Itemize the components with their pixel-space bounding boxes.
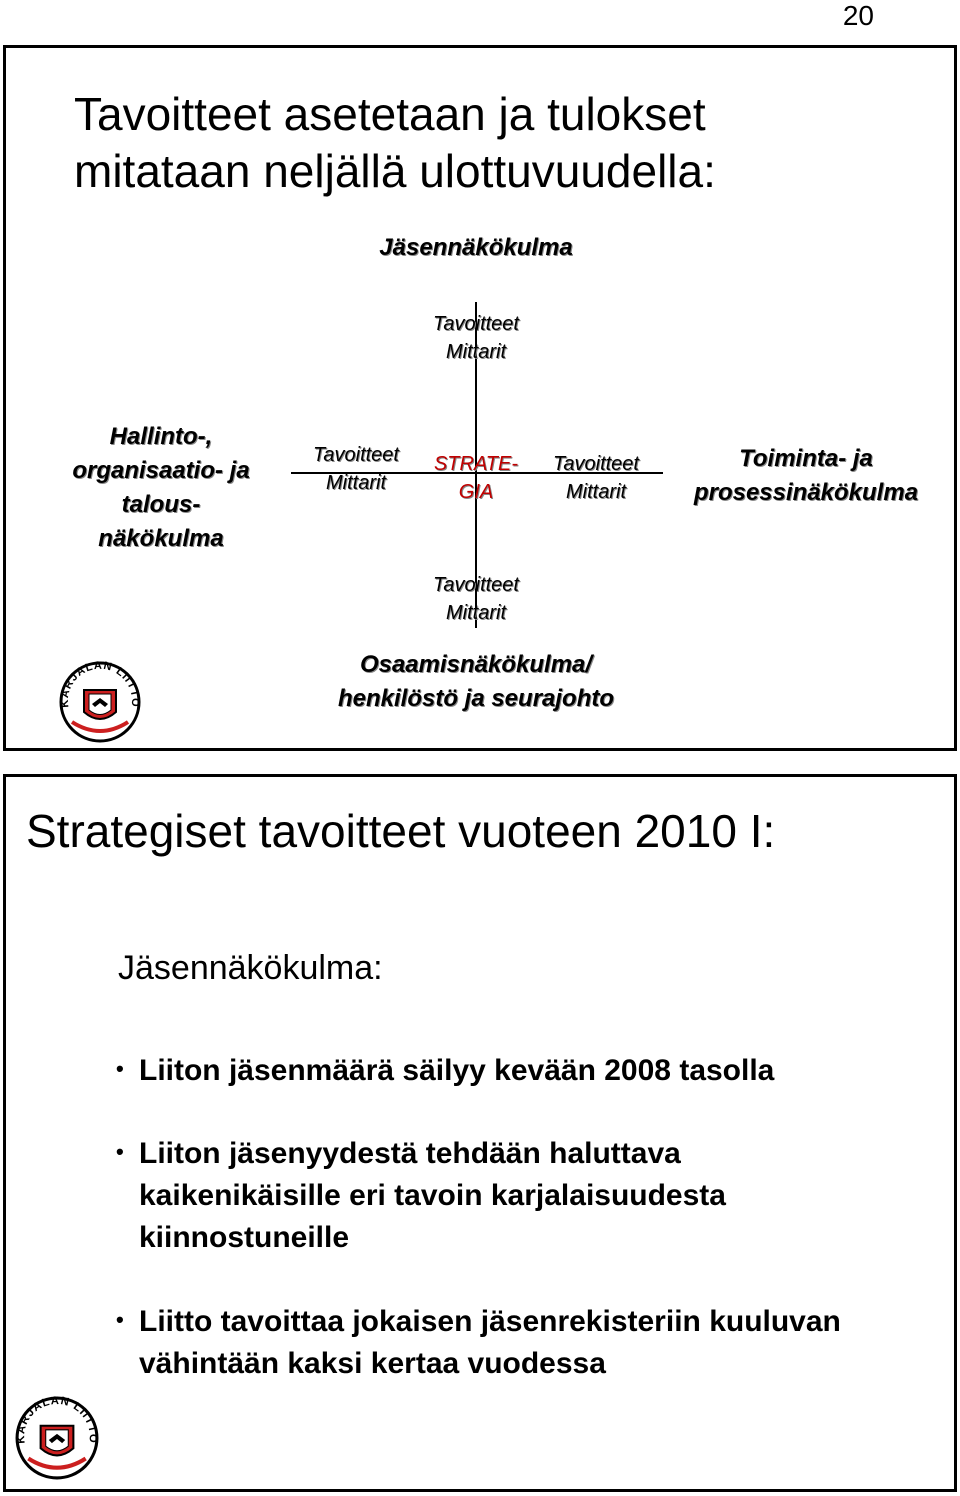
- bottom-metrics: [406, 571, 546, 627]
- bullet-line: Liiton jäsenyydestä tehdään haluttava: [139, 1137, 681, 1170]
- strategy-center-label: [416, 450, 536, 506]
- left-perspective-line: Hallinto-,: [109, 423, 213, 450]
- left-perspective-line: organisaatio- ja: [72, 457, 250, 484]
- bullet-item: [116, 1133, 936, 1259]
- bullet-line: kaikenikäisille eri tavoin karjalaisuudesta: [139, 1179, 726, 1212]
- svg-text:KARJALAN LIITTO: KARJALAN LIITTO: [15, 1395, 99, 1445]
- right-perspective-line: prosessinäkökulma: [693, 479, 919, 506]
- bottom-perspective-line: henkilöstö ja seurajohto: [337, 685, 615, 712]
- svg-text:KARJALAN LIITTO: KARJALAN LIITTO: [58, 660, 142, 709]
- bullet-line: Liiton jäsenmäärä säilyy kevään 2008 tasolla: [139, 1054, 775, 1087]
- slide-title: [74, 86, 934, 200]
- left-mittarit: Mittarit: [326, 472, 386, 494]
- bullet-item: [116, 1301, 936, 1385]
- bottom-perspective-label: [296, 648, 656, 716]
- section-subheading: Jäsennäkökulma:: [118, 949, 383, 987]
- top-perspective-label: Jäsennäkökulma: [379, 234, 573, 261]
- slide-balanced-scorecard: [3, 45, 957, 751]
- top-metrics: [406, 310, 546, 366]
- left-perspective-line: näkökulma: [98, 525, 224, 552]
- bullet-line: Liitto tavoittaa jokaisen jäsenrekisteriin kuuluvan: [139, 1305, 841, 1338]
- bullet-icon: •: [116, 1056, 124, 1081]
- karjalan-liitto-logo: [14, 1395, 100, 1481]
- top-tavoitteet: Tavoitteet: [433, 313, 519, 335]
- strategy-line1: STRATE-: [433, 453, 519, 475]
- bottom-perspective-line: Osaamisnäkökulma/: [359, 651, 593, 678]
- slide-title-line1: Tavoitteet asetetaan ja tulokset: [74, 88, 706, 140]
- bottom-mittarit: Mittarit: [446, 602, 506, 624]
- left-metrics: [286, 441, 426, 497]
- top-mittarit: Mittarit: [446, 341, 506, 363]
- slide-title-line2: mitataan neljällä ulottuvuudella:: [74, 145, 716, 197]
- slide-strategic-goals: [3, 774, 957, 1492]
- left-perspective-line: talous-: [121, 491, 201, 518]
- karjalan-liitto-logo: [58, 660, 142, 744]
- bullet-icon: •: [116, 1307, 124, 1332]
- page-number: 20: [842, 0, 874, 31]
- bullet-line: vähintään kaksi kertaa vuodessa: [139, 1347, 606, 1380]
- bullet-item: [116, 1050, 936, 1092]
- bullet-line: kiinnostuneille: [139, 1221, 350, 1254]
- right-tavoitteet: Tavoitteet: [553, 453, 639, 475]
- right-metrics: [526, 450, 666, 506]
- right-mittarit: Mittarit: [566, 481, 626, 503]
- left-perspective-label: [46, 420, 276, 556]
- strategy-line2: GIA: [458, 481, 494, 503]
- slide-title: Strategiset tavoitteet vuoteen 2010 I:: [26, 805, 776, 857]
- right-perspective-label: [671, 442, 941, 510]
- bullet-icon: •: [116, 1139, 124, 1164]
- left-tavoitteet: Tavoitteet: [313, 444, 399, 466]
- bottom-tavoitteet: Tavoitteet: [433, 574, 519, 596]
- right-perspective-line: Toiminta- ja: [739, 445, 873, 472]
